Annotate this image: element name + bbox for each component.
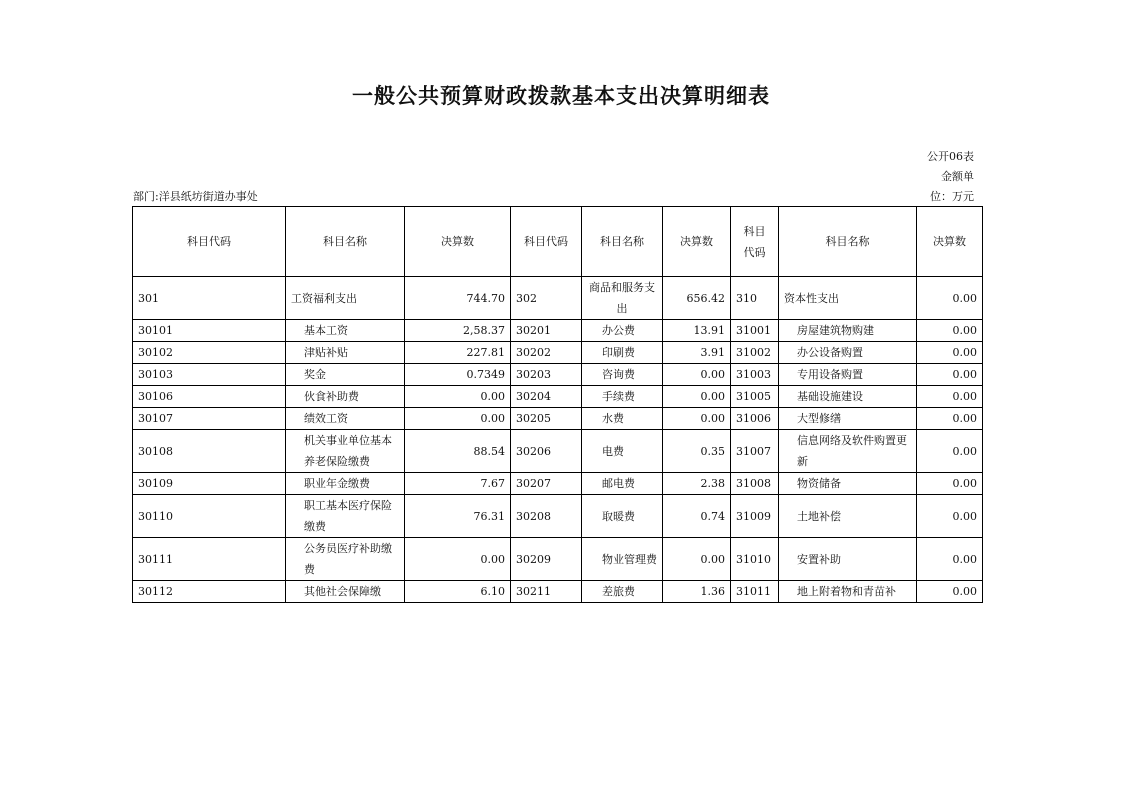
amount-cell: 0.00 [917,430,983,473]
subject-name-cell: 信息网络及软件购置更新 [779,430,917,473]
subject-name-cell: 机关事业单位基本养老保险缴费 [286,430,405,473]
subject-name-cell: 津贴补贴 [286,342,405,364]
subject-name-cell: 土地补偿 [779,495,917,538]
subject-code-cell: 30202 [511,342,582,364]
subject-name-cell: 印刷费 [582,342,663,364]
header-amount-2: 决算数 [663,207,731,277]
subject-code-cell: 30112 [133,581,286,603]
subject-code-cell: 30208 [511,495,582,538]
subject-code-cell: 31010 [731,538,779,581]
amount-cell: 0.00 [917,473,983,495]
subject-name-cell: 公务员医疗补助缴费 [286,538,405,581]
amount-cell: 13.91 [663,320,731,342]
amount-cell: 88.54 [405,430,511,473]
header-subject-name-2: 科目名称 [582,207,663,277]
amount-cell: 0.00 [405,538,511,581]
subject-code-cell: 31009 [731,495,779,538]
subject-code-cell: 30205 [511,408,582,430]
subject-name-cell: 绩效工资 [286,408,405,430]
subject-name-cell: 电费 [582,430,663,473]
subject-name-cell: 邮电费 [582,473,663,495]
amount-cell: 0.7349 [405,364,511,386]
subject-name-cell: 伙食补助费 [286,386,405,408]
subject-name-cell: 商品和服务支出 [582,277,663,320]
subject-code-cell: 31001 [731,320,779,342]
amount-cell: 2.38 [663,473,731,495]
subject-name-cell: 取暖费 [582,495,663,538]
amount-cell: 0.00 [917,277,983,320]
subject-name-cell: 物业管理费 [582,538,663,581]
amount-cell: 7.67 [405,473,511,495]
expenditure-table [132,206,983,603]
subject-code-cell: 30103 [133,364,286,386]
amount-cell: 656.42 [663,277,731,320]
subject-code-cell: 31011 [731,581,779,603]
amount-cell: 0.00 [917,538,983,581]
subject-code-cell: 31007 [731,430,779,473]
subject-name-cell: 水费 [582,408,663,430]
subject-code-cell: 302 [511,277,582,320]
header-subject-code-1: 科目代码 [133,207,286,277]
amount-cell: 0.00 [663,408,731,430]
header-subject-code-2: 科目代码 [511,207,582,277]
subject-code-cell: 30101 [133,320,286,342]
amount-cell: 744.70 [405,277,511,320]
subject-name-cell: 职工基本医疗保险缴费 [286,495,405,538]
header-subject-code-3: 科目代码 [731,207,779,277]
subject-name-cell: 大型修缮 [779,408,917,430]
subject-code-cell: 31008 [731,473,779,495]
subject-name-cell: 资本性支出 [779,277,917,320]
subject-code-cell: 30111 [133,538,286,581]
header-subject-name-1: 科目名称 [286,207,405,277]
subject-code-cell: 31003 [731,364,779,386]
subject-name-cell: 物资储备 [779,473,917,495]
subject-code-cell: 301 [133,277,286,320]
table-row [133,386,983,408]
subject-code-cell: 31005 [731,386,779,408]
subject-code-cell: 31006 [731,408,779,430]
subject-code-cell: 30106 [133,386,286,408]
subject-code-cell: 30102 [133,342,286,364]
subject-name-cell: 房屋建筑物购建 [779,320,917,342]
subject-name-cell: 奖金 [286,364,405,386]
subject-name-cell: 基本工资 [286,320,405,342]
subject-name-cell: 职业年金缴费 [286,473,405,495]
table-row [133,495,983,538]
subject-name-cell: 基础设施建设 [779,386,917,408]
amount-cell: 2,58.37 [405,320,511,342]
amount-cell: 227.81 [405,342,511,364]
header-amount-1: 决算数 [405,207,511,277]
table-row [133,342,983,364]
table-row [133,538,983,581]
subject-code-cell: 30207 [511,473,582,495]
unit-label-line2: 位：万元 [930,190,974,203]
subject-code-cell: 30107 [133,408,286,430]
subject-code-cell: 30110 [133,495,286,538]
subject-code-cell: 30204 [511,386,582,408]
amount-cell: 0.00 [917,408,983,430]
table-row [133,581,983,603]
table-row [133,277,983,320]
subject-code-cell: 30203 [511,364,582,386]
amount-cell: 0.00 [663,386,731,408]
subject-code-cell: 30211 [511,581,582,603]
subject-name-cell: 手续费 [582,386,663,408]
amount-cell: 0.00 [917,495,983,538]
subject-code-cell: 30209 [511,538,582,581]
unit-label-line1: 金额单 [941,170,974,183]
header-subject-name-3: 科目名称 [779,207,917,277]
table-row [133,473,983,495]
subject-code-cell: 30108 [133,430,286,473]
page-title: 一般公共预算财政拨款基本支出决算明细表 [352,83,770,108]
subject-name-cell: 其他社会保障缴 [286,581,405,603]
subject-name-cell: 工资福利支出 [286,277,405,320]
amount-cell: 1.36 [663,581,731,603]
amount-cell: 0.00 [917,342,983,364]
subject-code-cell: 30109 [133,473,286,495]
subject-name-cell: 咨询费 [582,364,663,386]
amount-cell: 0.00 [917,386,983,408]
amount-cell: 0.00 [663,364,731,386]
subject-name-cell: 办公费 [582,320,663,342]
subject-code-cell: 310 [731,277,779,320]
table-header-row [133,207,983,277]
amount-cell: 76.31 [405,495,511,538]
amount-cell: 3.91 [663,342,731,364]
amount-cell: 0.00 [405,386,511,408]
amount-cell: 0.00 [663,538,731,581]
subject-code-cell: 31002 [731,342,779,364]
amount-cell: 0.35 [663,430,731,473]
subject-name-cell: 办公设备购置 [779,342,917,364]
table-row [133,364,983,386]
table-row [133,320,983,342]
amount-cell: 0.00 [917,320,983,342]
table-row [133,408,983,430]
subject-code-cell: 30206 [511,430,582,473]
amount-cell: 0.74 [663,495,731,538]
header-amount-3: 决算数 [917,207,983,277]
subject-name-cell: 差旅费 [582,581,663,603]
amount-cell: 0.00 [917,581,983,603]
subject-name-cell: 专用设备购置 [779,364,917,386]
subject-name-cell: 地上附着物和青苗补 [779,581,917,603]
department-label: 部门:洋县纸坊街道办事处 [133,190,258,203]
subject-code-cell: 30201 [511,320,582,342]
table-row [133,430,983,473]
amount-cell: 6.10 [405,581,511,603]
amount-cell: 0.00 [405,408,511,430]
table-number: 公开06表 [927,150,974,163]
subject-name-cell: 安置补助 [779,538,917,581]
amount-cell: 0.00 [917,364,983,386]
